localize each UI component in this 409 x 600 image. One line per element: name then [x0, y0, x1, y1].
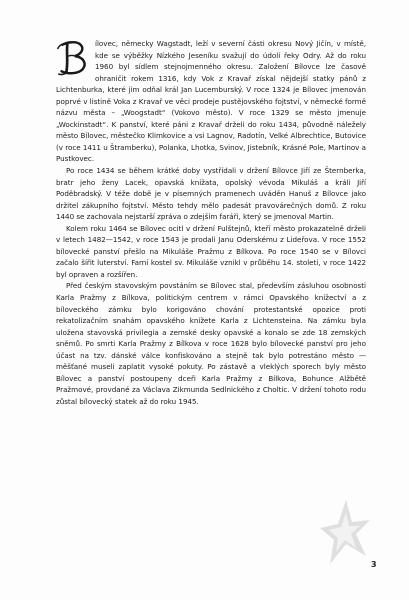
paragraph-2: Po roce 1434 se během krátké doby vystřídali v držení Bílovce Jiří ze Šternberka, bratr jeho ženy Lacek, opavská knížata, opolský vévoda Mikuláš a králi Jiří Poděbradský. V téže době je v písemných pramenech uváděn Hanuš z Bílovce jako držitel zákupního fojtství. Město tehdy mělo padesát pravovárečných domů. Z roku 1440 se zachovala nejstarší zpráva o zdejším faráři, který se jmenoval Martin.	[56, 166, 366, 222]
paragraph-1-text: ílovec, německy Wagstadt, leží v severní části okresu Nový Jičín, v místě, kde se výběžky Nízkého Jeseníku svažují do údolí řeky Odry. Až do roku 1960 byl sídlem stejnojmenného okresu. Založení Bílovce lze časově ohraničit rokem 1316, kdy Vok z Kravař získal nějdejší statky pánů z Lichtenburka, které jim odňal král Jan Lucemburský. V roce 1324 je Bílovec jmenován poprvé v listině Voka z Kravař ve věci prodeje pustějovského fojtství, v německé formě názvu města – „Woogstadt“ (Vokovo město). V roce 1329 se město jmenuje „Wockinstadt“. K panství, které páni z Kravař drželi do roku 1434, původně náležely město Bílovec, městečko Klimkovice a vsi Lagnov, Radotín, Velké Albrechtice, Butovice (v roce 1411 u Štramberku), Polanka, Lhotka, Svinov, Jistebník, Krásné Pole, Martinov a Pustkovec.	[56, 39, 366, 164]
body-text	[56, 38, 366, 408]
paragraph-4: Před českým stavovským povstáním se Bílovec stal, především zásluhou osobnosti Karla Pražmy z Bílkova, politickým centrem v rámci Opavského knížectví a z bíloveckého zámku bylo korigováno chování protestantské opozice proti rekatolizačním snahám opavského knížete Karla z Lichtensteina. Na zámku byla uložena stavovská privilegia a zemské desky opavské a konalo se zde 18 zemských sněmů. Po smrti Karla Pražmy z Bílkova v roce 1628 bylo bílovecké panství pro jeho účast na tzv. dánské válce konfiskováno a stejně tak bylo potrestáno město — měšťané museli zaplatit vysoké pokuty. Po zástavě a vleklých sporech byly město Bílovec a panství postoupeny dceři Karla Pražmy z Bílkova, Bohunce Alžbětě Pražmové, provdané za Václava Zikmunda Sedlnického z Choltic. V držení tohoto rodu zůstal bílovecký statek až do roku 1945.	[56, 281, 366, 406]
watermark-star-icon	[318, 498, 372, 568]
paragraph-1	[56, 38, 366, 165]
initial-b-glyph	[54, 39, 92, 77]
watermark-star-shape	[318, 498, 372, 568]
page-number: 3	[371, 560, 377, 569]
decorative-initial-b	[54, 39, 92, 77]
paragraph-3: Kolem roku 1464 se Bílovec ocitl v držení Fulštejnů, kteří město prokazatelně drželi v letech 1482—1542, v roce 1543 je prodali Janu Oderskému z Lideřova. V roce 1552 bílovecké panství přešlo na Mikuláše Pražmu z Bílkova. Po roce 1540 se v Bílovci začalo šířit luterství. Farní kostel sv. Mikuláše vznikl v průběhu 14. století, v roce 1422 byl opraven a rozšířen.	[56, 223, 366, 279]
